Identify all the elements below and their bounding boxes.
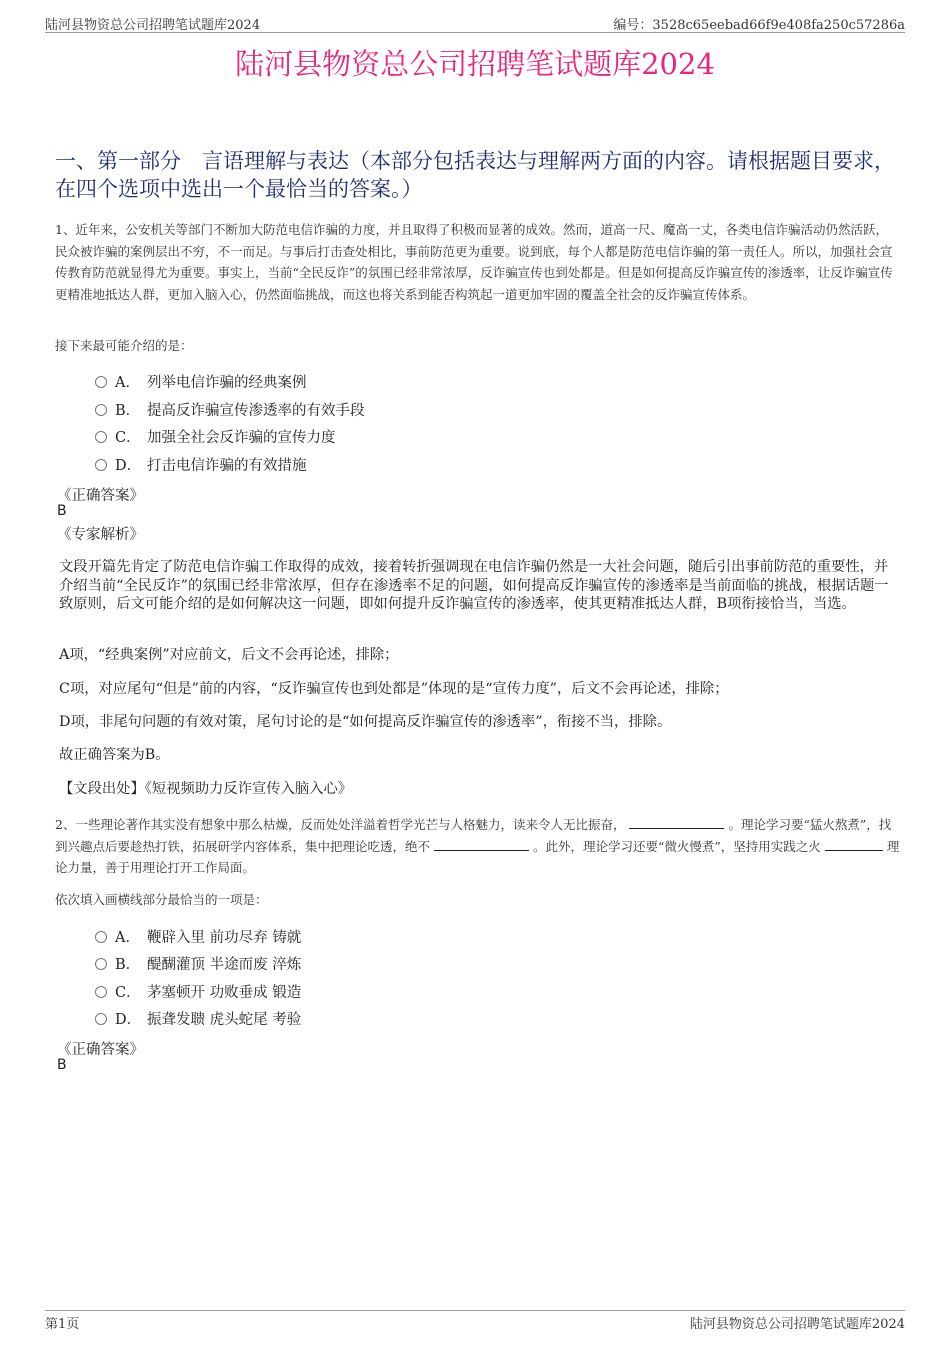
question-2-option-c[interactable]: C． 茅塞顿开 功败垂成 锻造 [95,981,301,1001]
question-1-prompt: 接下来最可能介绍的是： [55,338,193,353]
document-title: 陆河县物资总公司招聘笔试题库2024 [235,47,715,81]
question-2-option-d[interactable]: D． 振聋发聩 虎头蛇尾 考验 [95,1008,301,1028]
analysis-option-a: A项，“经典案例”对应前文，后文不会再论述，排除； [59,647,399,663]
analysis-source: 【文段出处】《短视频助力反诈宣传入脑入心》 [59,781,353,797]
footer-doc-title: 陆河县物资总公司招聘笔试题库2024 [689,1317,905,1332]
question-2-option-b[interactable]: B． 醍醐灌顶 半途而废 淬炼 [95,953,301,973]
question-1-option-b[interactable]: B． 提高反诈骗宣传渗透率的有效手段 [95,399,365,419]
question-1-text: 1、近年来，公安机关等部门不断加大防范电信诈骗的力度，并且取得了积极而显著的成效。然而，道高一尺、魔高一丈，各类电信诈骗活动仍然活跃，民众被诈骗的案例层出不穷，不一而足。与事后打击查处相比，事前防范更为重要。说到底，每个人都是防范电信诈骗的第一责任人。所以，加强社会宣传教育防范就显得尤为重要。事实上，当前“全民反诈”的氛围已经非常浓厚，反诈骗宣传也到处都是。但是如何提高反诈骗宣传的渗透率，让反诈骗宣传更精准地抵达人群，更加入脑入心，仍然面临挑战，而这也将关系到能否构筑起一道更加牢固的覆盖全社会的反诈骗宣传体系。 [55,222,893,302]
fill-blank-3 [825,838,883,851]
header-doc-title: 陆河县物资总公司招聘笔试题库2024 [45,18,261,33]
answer-value: B [57,503,67,519]
page-footer [45,1310,905,1333]
question-1-option-d[interactable]: D． 打击电信诈骗的有效措施 [95,454,307,474]
section-heading: 一、第一部分 言语理解与表达（本部分包括表达与理解两方面的内容。请根据题目要求，在四个选项中选出一个最恰当的答案。） [55,149,895,201]
page-number: 第1页 [45,1317,80,1332]
analysis-option-d: D项，非尾句问题的有效对策，尾句讨论的是“如何提高反诈骗宣传的渗透率”，衔接不当，排除。 [59,714,672,730]
analysis-option-c: C项，对应尾句“但是”前的内容，“反诈骗宣传也到处都是”体现的是“宣传力度”，后文不会再论述，排除； [59,681,729,697]
analysis-conclusion: 故正确答案为B。 [59,747,170,763]
question-2-text: 2、一些理论著作其实没有想象中那么枯燥，反而处处洋溢着哲学光芒与人格魅力，读来令人无比振奋， 。理论学习要“猛火熬煮”，找到兴趣点后要趁热打铁，拓展研学内容体系，集中把理论吃透，绝不 。此外，理论学习还要“微火慢煮”，坚持用实践之火 理论力量，善于用理论打开工作局面。 [55,817,900,875]
answer-label: 《正确答案》 [57,488,144,504]
question-2-prompt: 依次填入画横线部分最恰当的一项是： [55,892,268,907]
header-doc-id: 编号：3528c65eebad66f9e408fa250c57286a [613,18,905,33]
page-header [45,12,905,33]
radio-icon[interactable] [95,986,107,998]
question-1-option-c[interactable]: C． 加强全社会反诈骗的宣传力度 [95,426,336,446]
answer-label: 《正确答案》 [57,1042,144,1058]
radio-icon[interactable] [95,404,107,416]
question-2-option-a[interactable]: A． 鞭辟入里 前功尽弃 铸就 [95,926,301,946]
radio-icon[interactable] [95,1013,107,1025]
radio-icon[interactable] [95,431,107,443]
radio-icon[interactable] [95,931,107,943]
answer-value: B [57,1057,67,1073]
analysis-label: 《专家解析》 [57,527,144,543]
analysis-paragraph: 文段开篇先肯定了防范电信诈骗工作取得的成效，接着转折强调现在电信诈骗仍然是一大社会问题，随后引出事前防范的重要性，并介绍当前“全民反诈”的氛围已经非常浓厚，但存在渗透率不足的问题，如何提高反诈骗宣传的渗透率是当前面临的挑战，根据话题一致原则，后文可能介绍的是如何解决这一问题，即如何提升反诈骗宣传的渗透率，使其更精准抵达人群，B项衔接恰当，当选。 [59,559,889,612]
radio-icon[interactable] [95,459,107,471]
radio-icon[interactable] [95,376,107,388]
fill-blank-1 [629,816,724,829]
radio-icon[interactable] [95,958,107,970]
question-1-option-a[interactable]: A． 列举电信诈骗的经典案例 [95,371,307,391]
fill-blank-2 [434,838,529,851]
